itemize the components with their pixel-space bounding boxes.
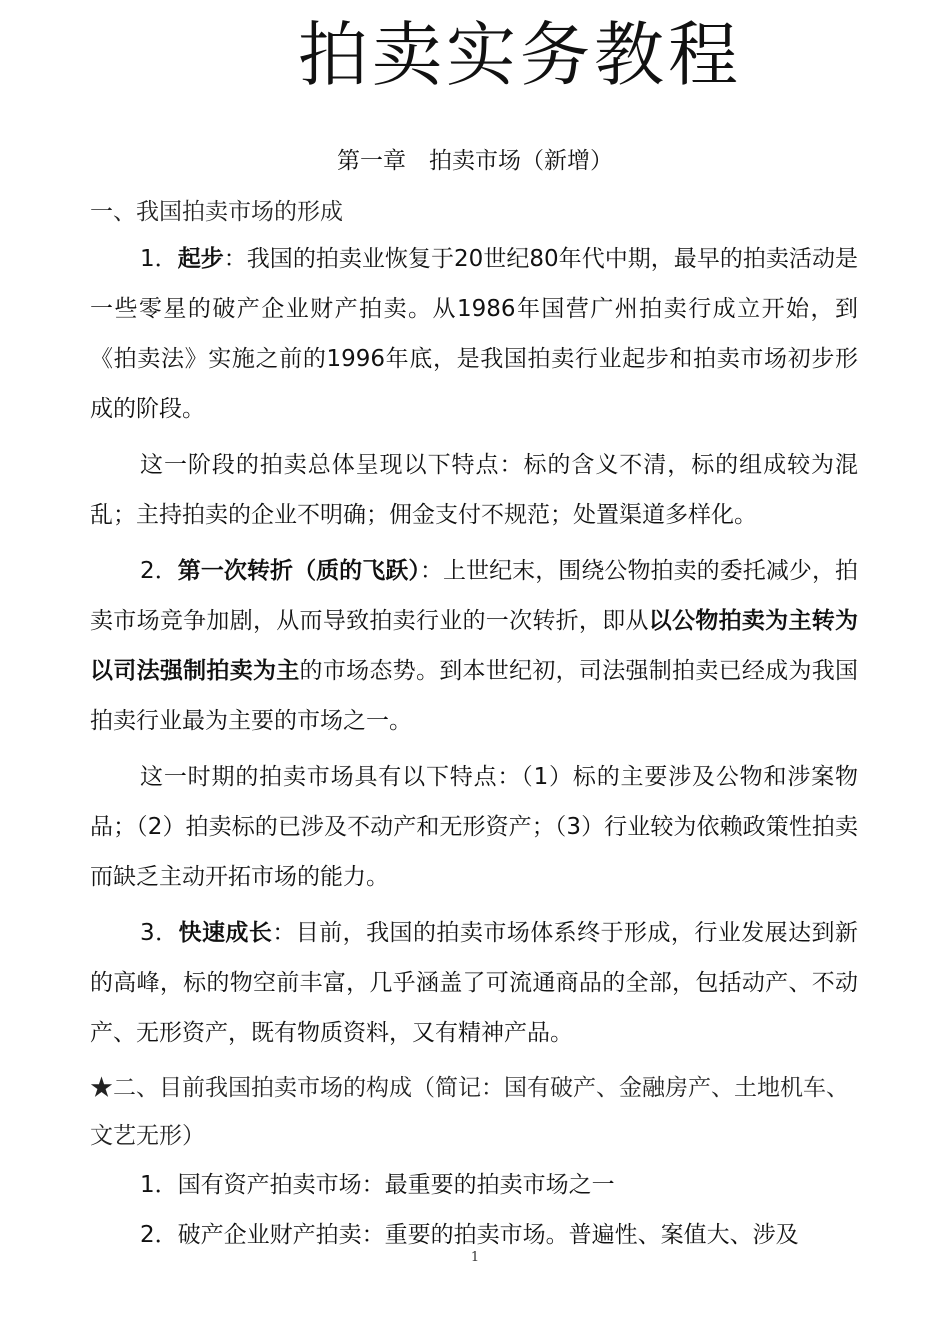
item-number: 3． (140, 920, 179, 946)
paragraph-rapid-growth (90, 908, 858, 1058)
paragraph-text: ：上世纪末，围绕公物拍卖的委托减少，拍卖市场竞争加剧，从而导致拍卖行业的一次转折，即从 (90, 558, 859, 634)
section-heading-1: 一、我国拍卖市场的形成 (90, 199, 343, 225)
bold-term: 起步 (177, 246, 224, 272)
paragraph-text: ：目前，我国的拍卖市场体系终于形成，行业发展达到新的高峰，标的物空前丰富，几乎涵盖了可流通商品的全部，包括动产、不动产、无形资产，既有物质资料，又有精神产品。 (90, 920, 858, 1046)
bold-emphasis: 以公物拍卖为主转为以司法强制拍卖为主 (90, 608, 858, 684)
paragraph-text: 的市场态势。到本世纪初，司法强制拍卖已经成为我国拍卖行业最为主要的市场之一。 (90, 658, 858, 734)
bold-term: 快速成长 (178, 920, 273, 946)
paragraph-text: ：我国的拍卖业恢复于20世纪80年代中期，最早的拍卖活动是一些零星的破产企业财产拍卖。从1986年国营广州拍卖行成立开始，到《拍卖法》实施之前的1996年底，是我国拍卖行业起步和拍卖市场初步形成的阶段。 (90, 246, 858, 422)
list-item-bankruptcy: 2．破产企业财产拍卖：重要的拍卖市场。普遍性、案值大、涉及 (140, 1222, 799, 1248)
paragraph-period-features: 这一时期的拍卖市场具有以下特点：（1）标的主要涉及公物和涉案物品；（2）拍卖标的已涉及不动产和无形资产；（3）行业较为依赖政策性拍卖而缺乏主动开拓市场的能力。 (90, 764, 858, 890)
document-title: 拍卖实务教程 (298, 14, 742, 96)
chapter-title: 第一章 拍卖市场（新增） (337, 148, 613, 174)
item-number: 1． (140, 246, 178, 272)
bold-term: 第一次转折（质的飞跃） (177, 558, 420, 584)
page-number: 1 (470, 1250, 480, 1265)
list-item-state-assets: 1．国有资产拍卖市场：最重要的拍卖市场之一 (140, 1172, 615, 1198)
item-number: 2． (140, 558, 178, 584)
paragraph-qibu (90, 234, 858, 434)
document-body (90, 194, 858, 1260)
paragraph-first-turn (90, 546, 858, 746)
section-heading-2: ★二、目前我国拍卖市场的构成（简记：国有破产、金融房产、土地机车、文艺无形） (90, 1075, 849, 1149)
paragraph-stage-features: 这一阶段的拍卖总体呈现以下特点：标的含义不清，标的组成较为混乱；主持拍卖的企业不明确；佣金支付不规范；处置渠道多样化。 (90, 452, 858, 528)
